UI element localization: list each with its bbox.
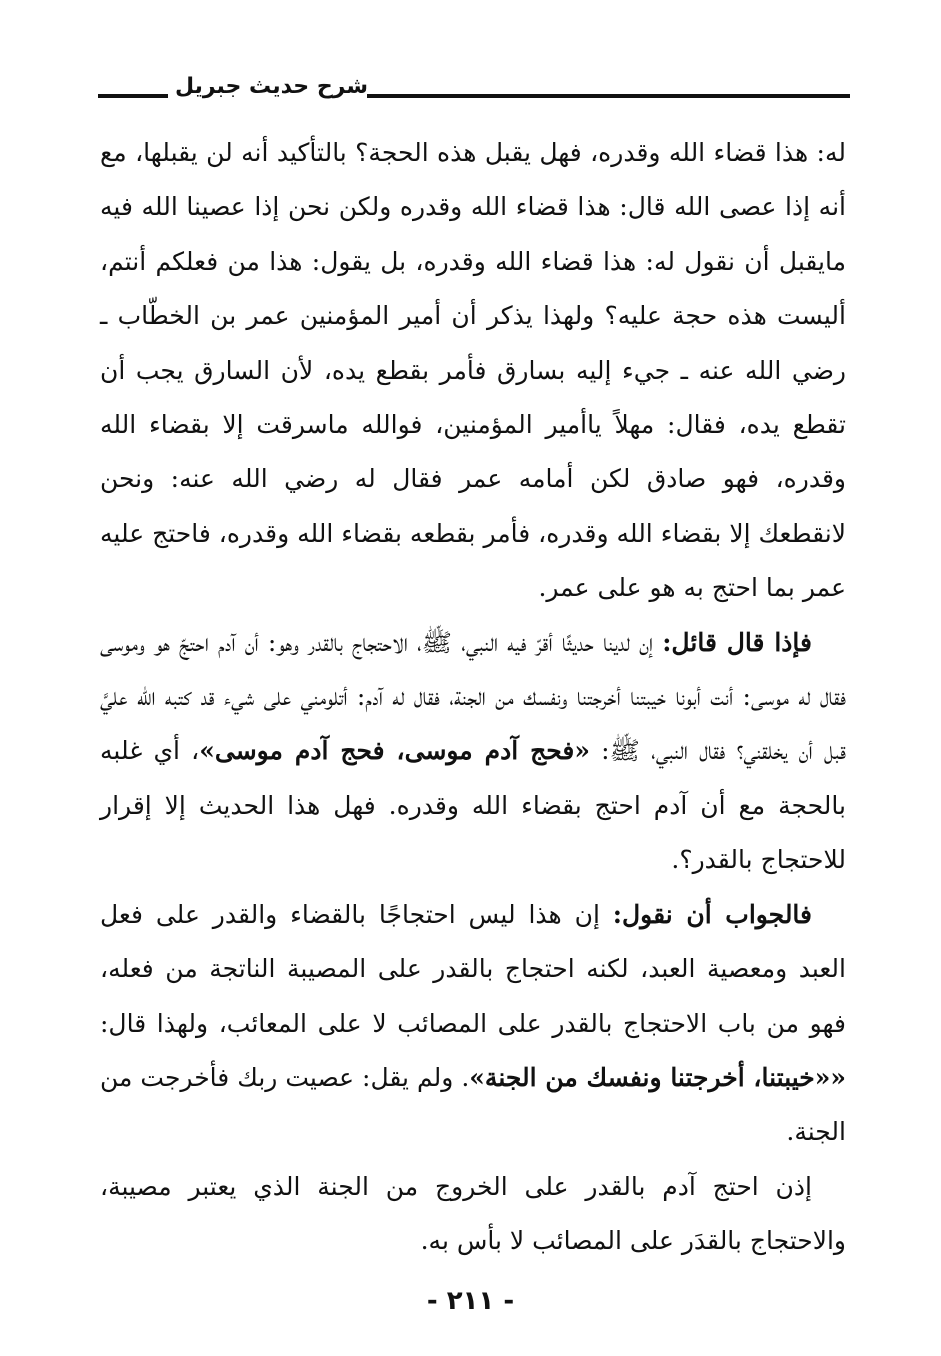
paragraph-1 [100, 126, 846, 616]
paragraph-3 [100, 888, 846, 1160]
hadith-quote: «فحج آدم موسى، فحج آدم موسى» [199, 736, 590, 766]
paragraph-text: له: هذا قضاء الله وقدره، فهل يقبل هذه الحجة؟ بالتأكيد أنه لن يقبلها، مع أنه إذا عصى الله قال: هذا قضاء الله وقدره ولكن نحن إذا عصينا الله فيه مايقبل أن نقول له: هذا قضاء الله وقدره، بل يقول: هذا من فعلكم أنتم، أليست هذه حجة عليه؟ ولهذا يذكر أن أمير المؤمنين عمر بن الخطّاب ـ رضي الله عنه ـ جيء إليه بسارق فأمر بقطع يده، لأن السارق يجب أن تقطع يده، فقال: مهلاً ياأمير المؤمنين، فوالله ماسرقت إلا بقضاء الله وقدره، فهو صادق لكن أمامه عمر فقال له رضي الله عنه: ونحن لانقطعك إلا بقضاء الله وقدره، فأمر بقطعه بقضاء الله وقدره، فاحتج عليه عمر بما احتج به هو على عمر. [100, 138, 847, 603]
hadith-quote: ««خيبتنا، أخرجتنا ونفسك من الجنة» [469, 1062, 846, 1092]
page-number: - ٢١١ - [426, 1286, 515, 1316]
running-header [98, 64, 850, 120]
paragraph-4 [100, 1160, 846, 1269]
paragraph-text: ، أي غلبه بالحجة مع أن آدم احتج بقضاء الله وقدره. فهل هذا الحديث إلا إقرار للاحتجاج بالقدر؟. [100, 736, 846, 875]
header-title: شرح حديث جبريل [174, 74, 368, 99]
paragraph-text: إذن احتج آدم بالقدر على الخروج من الجنة الذي يعتبر مصيبة، والاحتجاج بالقدَر على المصائب لا بأس به. [100, 1171, 846, 1256]
header-rule-left [98, 94, 168, 98]
paragraph-2 [100, 616, 846, 888]
paragraph-text: إن لدينا حديثًا أقرّ فيه النبي، ﷺ، الاحتجاج بالقدر وهو: أن آدم احتجّ هو وموسى فقال له موسى: أنت أبونا خيبتنا أخرجتنا ونفسك من الجنة، فقال له آدم: أتلومني على شيء قد كتبه الله عليَّ قبل أن يخلقني؟ فقال النبي، ﷺ: [100, 627, 846, 766]
paragraph-text: إن هذا ليس احتجاجًا بالقضاء والقدر على فعل العبد ومعصية العبد، لكنه احتجاج بالقدر على المصيبة الناتجة من فعله، فهو من باب الاحتجاج بالقدر على المصائب لا على المعائب، ولهذا قال: [100, 899, 846, 1038]
paragraph-lead: فالجواب أن نقول: [612, 899, 812, 929]
header-rule-right [367, 94, 850, 98]
paragraph-lead: فإذا قال قائل: [662, 627, 812, 657]
body-text [100, 126, 846, 1269]
paragraph-text: . ولم يقل: عصيت ربك فأخرجت من الجنة. [100, 1062, 846, 1147]
